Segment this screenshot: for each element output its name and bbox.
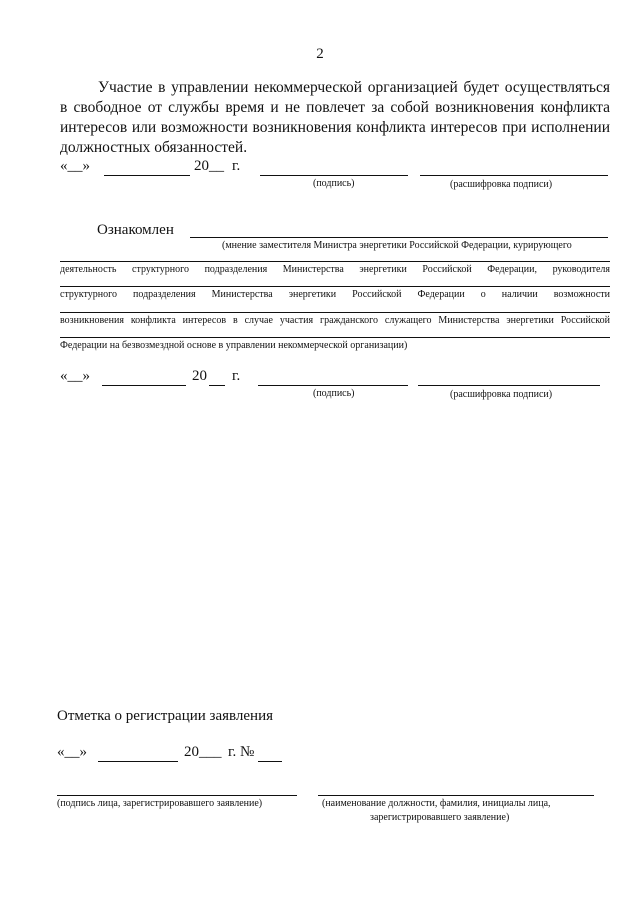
date-year-1: 20__ <box>194 158 224 174</box>
date-year-suffix-1: г. <box>232 158 241 174</box>
body-paragraph: Участие в управлении некоммерческой организацией будет осуществляться в свободное от службы время и не повлечет за собой возникновения конфликта интересов или возможности возникновения конфликта интересов при исполнении должностных обязанностей. <box>60 79 610 156</box>
registration-title: Отметка о регистрации заявления <box>57 708 273 724</box>
signature-caption-1: (подпись) <box>313 178 355 189</box>
registration-month-line <box>98 761 178 762</box>
page-number: 2 <box>316 46 324 62</box>
acknowledged-label: Ознакомлен <box>97 222 174 238</box>
registrar-name-line <box>318 795 594 796</box>
acknowledged-caption-3: возникновения конфликта интересов в случае участия гражданского служащего Министерства энергетики Российской <box>60 315 610 326</box>
registrar-signature-line <box>57 795 297 796</box>
signature-caption-2: (подпись) <box>313 388 355 399</box>
acknowledged-line-2 <box>60 286 610 287</box>
date-day-1: «__» <box>60 158 90 174</box>
acknowledged-caption-1: деятельность структурного подразделения Министерства энергетики Российской Федерации, руководителя <box>60 264 610 275</box>
date-year-suffix-2: г. <box>232 368 241 384</box>
registrar-name-caption-2: зарегистрировавшего заявление) <box>370 812 510 823</box>
registration-day: «__» <box>57 744 87 760</box>
date-year-line-2 <box>209 385 225 386</box>
decryption-line-2 <box>418 385 600 386</box>
signature-line-2 <box>258 385 408 386</box>
decryption-line-1 <box>420 175 608 176</box>
date-day-2: «__» <box>60 368 90 384</box>
date-year-2: 20 <box>192 368 207 384</box>
acknowledged-line-1 <box>60 261 610 262</box>
acknowledged-caption-0: (мнение заместителя Министра энергетики Российской Федерации, курирующего <box>222 240 572 251</box>
signature-line-1 <box>260 175 408 176</box>
acknowledged-caption-4: Федерации на безвозмездной основе в управлении некоммерческой организации) <box>60 340 408 351</box>
registrar-signature-caption: (подпись лица, зарегистрировавшего заявление) <box>57 798 263 809</box>
acknowledged-line-4 <box>60 337 610 338</box>
acknowledged-line-3 <box>60 312 610 313</box>
registration-number-label: г. № <box>228 744 255 760</box>
registrar-name-caption-1: (наименование должности, фамилия, инициалы лица, <box>322 798 551 809</box>
date-month-line-1 <box>104 175 190 176</box>
acknowledged-line-0 <box>190 237 608 238</box>
registration-number-line <box>258 761 282 762</box>
date-month-line-2 <box>102 385 186 386</box>
decryption-caption-2: (расшифровка подписи) <box>450 389 553 400</box>
decryption-caption-1: (расшифровка подписи) <box>450 179 553 190</box>
acknowledged-caption-2: структурного подразделения Министерства энергетики Российской Федерации о наличии возможности <box>60 289 610 300</box>
registration-year: 20___ <box>184 744 222 760</box>
